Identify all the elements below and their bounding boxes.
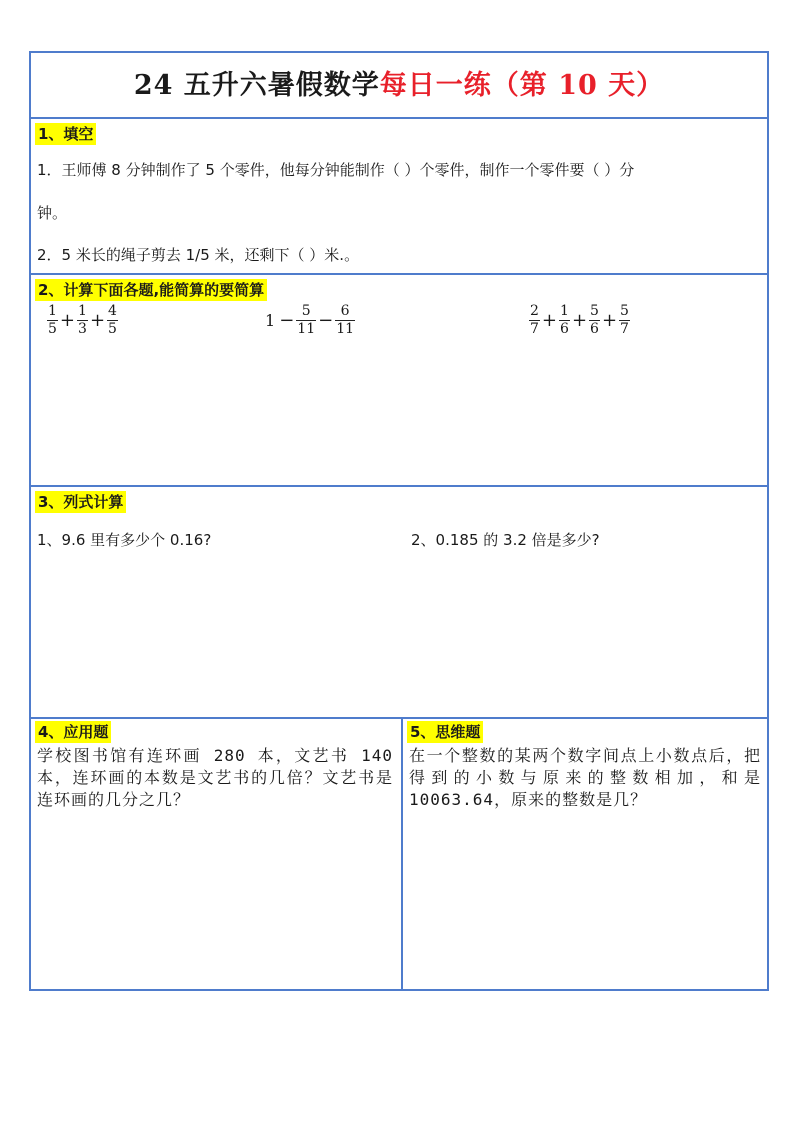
- section1-heading: 1、填空: [35, 123, 96, 145]
- section3-heading: 3、列式计算: [35, 491, 126, 513]
- application-problem-text: 学校图书馆有连环画 280 本，文艺书 140 本，连环画的本数是文艺书的几倍？文艺书是连环画的几分之几？: [37, 746, 393, 809]
- fraction: $\frac{5}{7}$: [620, 303, 629, 337]
- page-title: [31, 63, 767, 102]
- fraction: $\frac{5}{11}$: [297, 303, 316, 337]
- section-fill-blank: [31, 119, 767, 275]
- fraction: $\frac{1}{5}$: [48, 303, 57, 337]
- section-written-calculation: [31, 487, 767, 719]
- section4-heading: 4、应用题: [35, 721, 111, 743]
- expression-1: $\frac{1}{5}$ + $\frac{1}{3}$ + $\frac{4}{5}$: [48, 303, 117, 337]
- worksheet: [29, 51, 769, 991]
- question-2: 2．5 米长的绳子剪去 1/5 米，还剩下（ ）米.。: [37, 246, 360, 264]
- fraction: $\frac{5}{6}$: [590, 303, 599, 337]
- title-row: [31, 53, 767, 119]
- question-3-1: 1、9.6 里有多少个 0.16?: [37, 531, 212, 549]
- section5-heading: 5、思维题: [407, 721, 483, 743]
- bottom-sections: [31, 719, 767, 989]
- question-3-2: 2、0.185 的 3.2 倍是多少?: [411, 531, 600, 549]
- question-1-line1: 1．王师傅 8 分钟制作了 5 个零件，他每分钟能制作（ ）个零件，制作一个零件要（ ）分: [37, 161, 635, 179]
- section2-heading: 2、计算下面各题,能简算的要简算: [35, 279, 267, 301]
- section-calculation: [31, 275, 767, 487]
- question-1-line2: 钟。: [37, 204, 68, 222]
- title-red: 每日一练（第 10 天）: [379, 70, 665, 101]
- expression-2: 1 − $\frac{5}{11}$ − $\frac{6}{11}$: [265, 303, 355, 337]
- fraction: $\frac{2}{7}$: [530, 303, 539, 337]
- fraction: $\frac{1}{3}$: [78, 303, 87, 337]
- thinking-problem-text: 在一个整数的某两个数字间点上小数点后，把得到的小数与原来的整数相加，和是 10063.64，原来的整数是几？: [409, 746, 761, 809]
- fraction: $\frac{6}{11}$: [336, 303, 355, 337]
- column-divider: [401, 719, 403, 989]
- expression-3: $\frac{2}{7}$ + $\frac{1}{6}$ + $\frac{5}{6}$ + $\frac{5}{7}$: [530, 303, 629, 337]
- title-black: 24 五升六暑假数学: [133, 70, 380, 101]
- fraction: $\frac{1}{6}$: [560, 303, 569, 337]
- fraction: $\frac{4}{5}$: [108, 303, 117, 337]
